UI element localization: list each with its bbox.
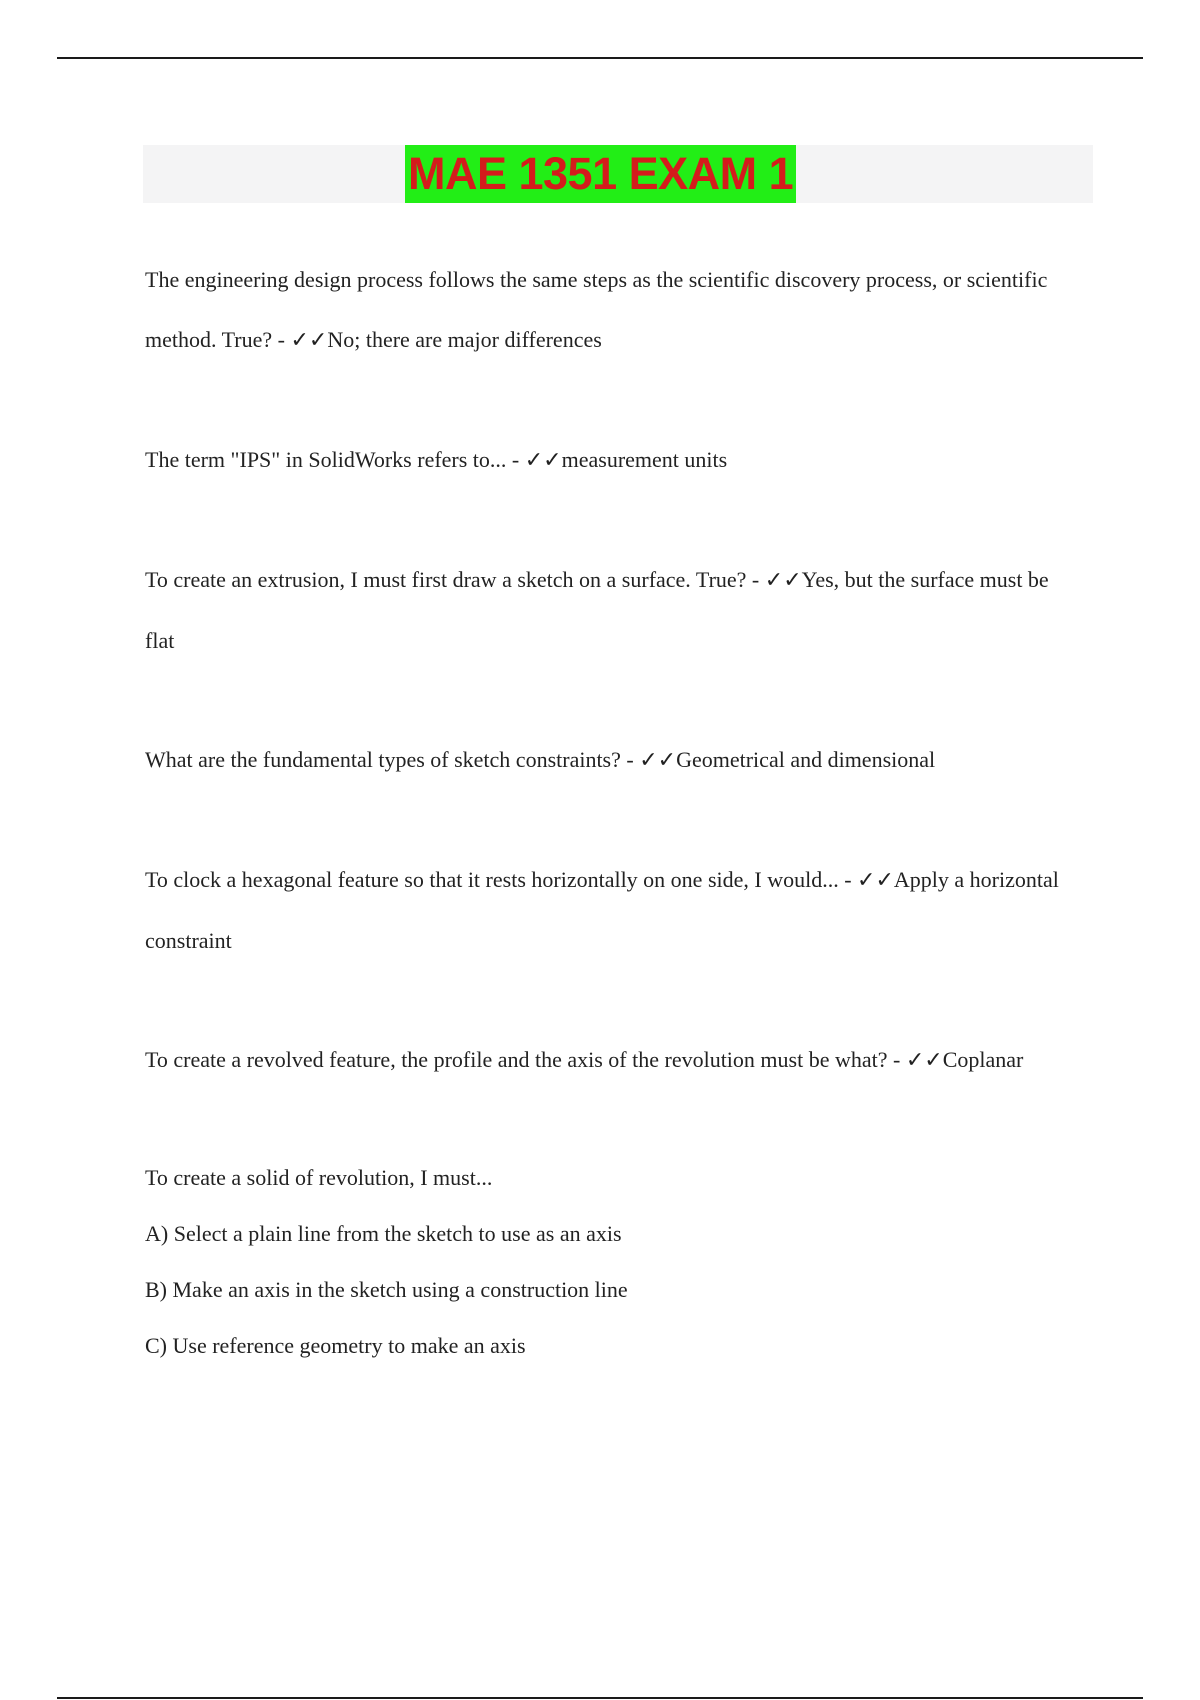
document-body <box>145 250 1065 1374</box>
answer-text: Coplanar <box>942 1047 1024 1072</box>
question-text: To clock a hexagonal feature so that it rests horizontally on one side, I would... - <box>145 867 858 892</box>
answer-text: Geometrical and dimensional <box>676 747 936 772</box>
answer-option-c: C) Use reference geometry to make an axis <box>145 1333 526 1358</box>
double-check-icon: ✓✓ <box>290 328 328 353</box>
question-text: To create an extrusion, I must first draw a sketch on a surface. True? - <box>145 567 765 592</box>
answer-text: No; there are major differences <box>327 327 602 352</box>
qa-item <box>145 550 1065 671</box>
double-check-icon: ✓✓ <box>764 568 802 593</box>
question-text: What are the fundamental types of sketch constraints? - <box>145 747 640 772</box>
answer-text: Apply a horizontal constraint <box>145 867 1059 953</box>
qa-item <box>145 850 1065 971</box>
header-rule <box>57 57 1143 59</box>
qa-item <box>145 1030 1065 1091</box>
double-check-icon: ✓✓ <box>857 868 894 893</box>
question-text: The engineering design process follows the same steps as the scientific discovery process, or scientific method. True? - <box>145 267 1048 352</box>
answer-option-b: B) Make an axis in the sketch using a construction line <box>145 1277 628 1302</box>
double-check-icon: ✓✓ <box>639 748 677 773</box>
question-text: To create a solid of revolution, I must... <box>145 1165 493 1190</box>
double-check-icon: ✓✓ <box>524 448 562 473</box>
document-title: MAE 1351 EXAM 1 <box>405 145 796 203</box>
qa-item <box>145 430 1065 491</box>
answer-text: Yes, but the surface must be flat <box>145 567 1049 653</box>
answer-option-a: A) Select a plain line from the sketch to use as an axis <box>145 1221 622 1246</box>
footer-rule <box>57 1697 1143 1699</box>
answer-text: measurement units <box>561 447 728 472</box>
double-check-icon: ✓✓ <box>905 1048 943 1073</box>
qa-item <box>145 250 1065 371</box>
question-text: The term "IPS" in SolidWorks refers to... - <box>145 447 525 472</box>
qa-item <box>145 730 1065 791</box>
question-text: To create a revolved feature, the profile and the axis of the revolution must be what? - <box>145 1047 906 1072</box>
